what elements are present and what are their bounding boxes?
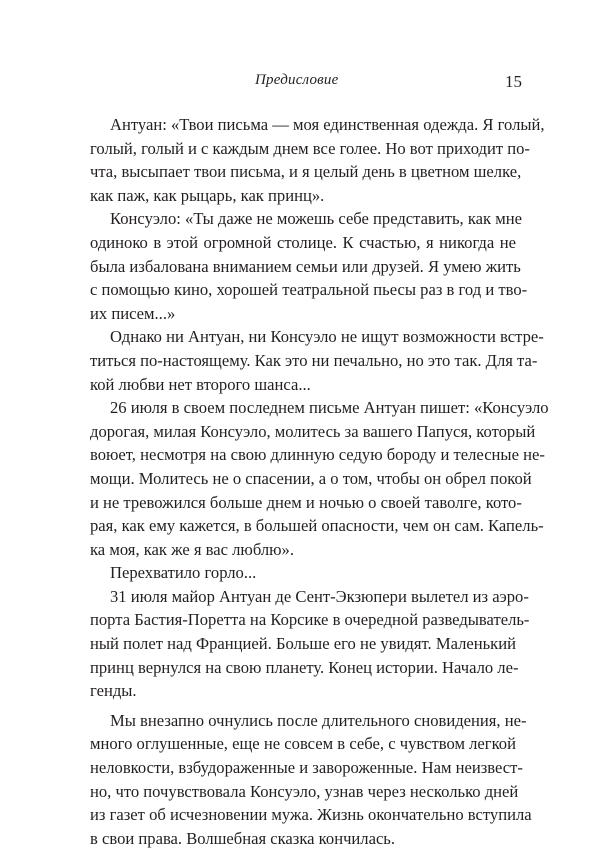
text-line: чта, высыпает твои письма, и я целый день в цветном шелке, xyxy=(90,162,522,182)
paragraph-last-letter xyxy=(90,396,549,561)
text-line: кой любви нет второго шанса... xyxy=(90,374,311,394)
paragraph-awakening xyxy=(90,709,532,850)
text-line: дорогая, милая Консуэло, молитесь за вашего Папуся, который xyxy=(90,421,536,441)
text-line: как паж, как рыцарь, как принц». xyxy=(90,185,325,205)
text-line: но, что почувствовала Консуэло, узнав через несколько дней xyxy=(90,781,519,801)
text-line: их писем...» xyxy=(90,303,176,323)
text-line: неловкости, взбудораженные и завороженные. Нам неизвест- xyxy=(90,758,523,778)
running-head: Предисловие xyxy=(255,72,339,88)
text-line: генды. xyxy=(90,681,137,701)
text-line: голый, голый и с каждым днем все голее. Но вот приходит по- xyxy=(90,138,530,158)
paragraph-throat xyxy=(90,561,516,585)
body-text xyxy=(90,113,549,850)
paragraph-no-second-chance xyxy=(90,325,544,396)
text-line: ный полет над Францией. Больше его не увидят. Маленький xyxy=(90,634,516,654)
text-line: Перехватило горло... xyxy=(110,563,257,583)
page-number: 15 xyxy=(505,72,522,91)
text-line: в свои права. Волшебная сказка кончилась. xyxy=(90,828,396,848)
text-line: воюет, несмотря на свою длинную седую бороду и телесные не- xyxy=(90,445,545,465)
text-line: много оглушенные, еще не совсем в себе, с чувством легкой xyxy=(90,734,516,754)
paragraph-antoine-letter xyxy=(90,113,545,207)
text-line: мощи. Молитесь не о спасении, а о том, чтобы он обрел покой xyxy=(90,468,532,488)
text-line: Консуэло: «Ты даже не можешь себе представить, как мне xyxy=(110,209,522,229)
text-line: с помощью кино, хорошей театральной пьесы раз в год и тво- xyxy=(90,280,528,300)
text-line: Мы внезапно очнулись после длительного сновидения, не- xyxy=(110,710,527,730)
text-line: титься по-настоящему. Как это ни печально, но это так. Для та- xyxy=(90,350,538,370)
text-line: была избалована вниманием семьи или друзей. Я умею жить xyxy=(90,256,521,276)
text-line: 31 июля майор Антуан де Сент-Экзюпери вылетел из аэро- xyxy=(110,586,529,606)
text-line: принц вернулся на свою планету. Конец истории. Начало ле- xyxy=(90,657,519,677)
paragraph-consuelo-letter xyxy=(90,207,528,325)
text-line: ка моя, как же я вас люблю». xyxy=(90,539,294,559)
text-line: порта Бастия-Поретта на Корсике в очередной разведыватель- xyxy=(90,610,530,630)
paragraph-last-flight xyxy=(90,585,530,703)
text-line: и не тревожился больше днем и ночью о своей таволге, кото- xyxy=(90,492,522,512)
text-line: Антуан: «Твои письма — моя единственная одежда. Я голый, xyxy=(110,115,545,134)
text-line: из газет об исчезновении мужа. Жизнь окончательно вступила xyxy=(90,805,532,825)
text-line: рая, как ему кажется, в большей опасности, чем он сам. Капель- xyxy=(90,516,544,536)
text-line: одиноко в этой огромной столице. К счастью, я никогда не xyxy=(90,232,516,252)
text-line: 26 июля в своем последнем письме Антуан пишет: «Консуэло xyxy=(110,398,549,418)
text-line: Однако ни Антуан, ни Консуэло не ищут возможности встре- xyxy=(110,327,544,347)
